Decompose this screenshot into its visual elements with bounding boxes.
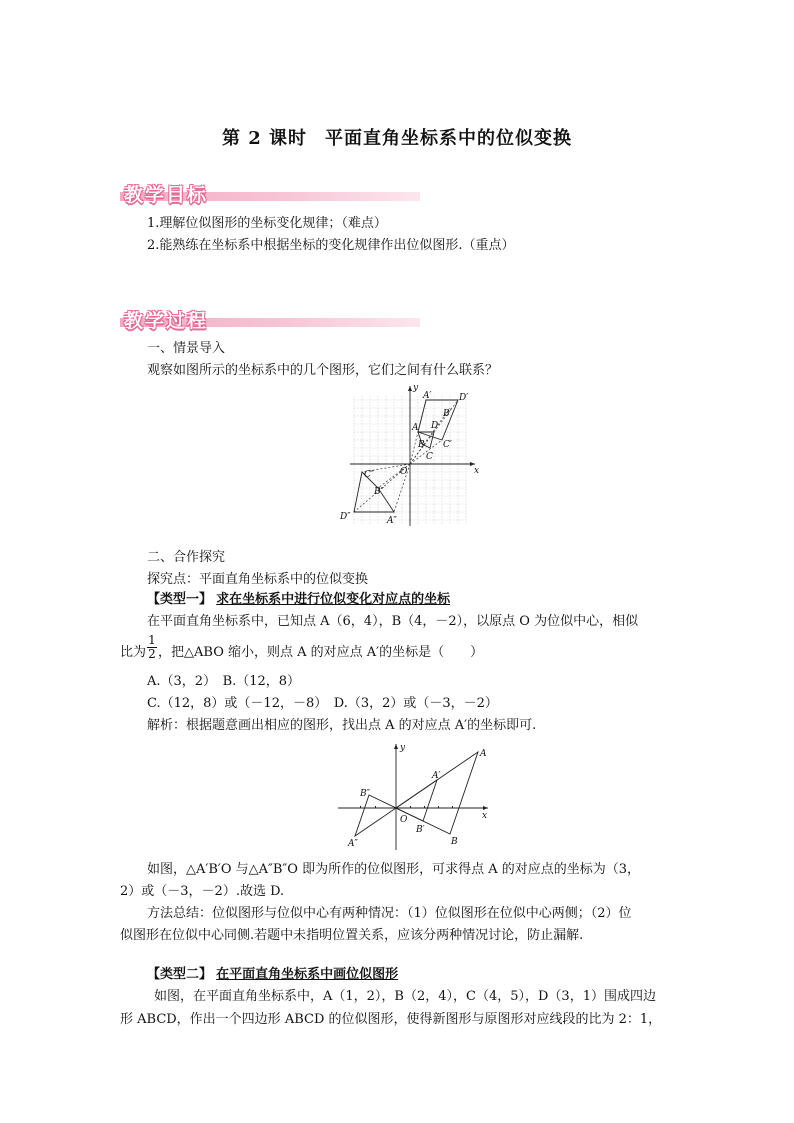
figure-2-homothety xyxy=(330,740,500,855)
page-title xyxy=(0,124,794,150)
question2-line1: 如图，在平面直角坐标系中，A（1，2），B（2，4），C（4，5），D（3，1）围成四边 xyxy=(154,989,656,1004)
lesson-topic: 平面直角坐标系中的位似变换 xyxy=(325,128,573,149)
fig1-label-D: D xyxy=(431,421,439,431)
question1-line1: 在平面直角坐标系中，已知点 A（6，4），B（4，－2），以原点 O 为位似中心，相似 xyxy=(147,614,639,629)
type2-tag: 【类型二】 xyxy=(147,967,213,982)
ratio-fraction xyxy=(147,634,157,661)
question1-line2-rest: ，把△ABO 缩小，则点 A 的对应点 A′的坐标是（ ） xyxy=(158,645,484,660)
fig1-label-C: C xyxy=(426,452,433,462)
objectives-banner xyxy=(120,180,420,206)
triangle-A2B2O xyxy=(355,795,396,836)
answer-line-1: 如图，△A′B′O 与△A″B″O 即为所作的位似图形，可求得点 A 的对应点的坐标为（3， xyxy=(147,862,640,877)
section1-text: 观察如图所示的坐标系中的几个图形，它们之间有什么联系？ xyxy=(147,363,499,378)
objective-1: 1.理解位似图形的坐标变化规律；（难点） xyxy=(147,216,387,231)
exploration-point: 探究点：平面直角坐标系中的位似变换 xyxy=(147,572,369,587)
section1-title: 一、情景导入 xyxy=(147,341,226,356)
fig1-label-D1: D′ xyxy=(459,393,469,403)
fig1-label-A1: A′ xyxy=(423,391,432,401)
fig2-label-B2: B″ xyxy=(360,789,370,799)
lesson-number: 第 2 课时 xyxy=(221,128,308,149)
fig2-label-A2: A″ xyxy=(348,839,358,849)
fig1-label-B: B xyxy=(418,440,425,450)
fig1-label-y: y xyxy=(413,383,419,393)
fig1-label-B2: B″ xyxy=(374,487,384,497)
options-row-1: A.（3，2） B.（12，8） xyxy=(147,674,301,689)
x-axis-arrow xyxy=(483,806,488,810)
fraction-numerator: 1 xyxy=(148,633,156,647)
process-banner xyxy=(120,306,420,332)
method-summary-line-2: 似图形在位似中心同侧.若题中未指明位置关系，应该分两种情况讨论，防止漏解. xyxy=(120,928,584,943)
fig1-label-D2: D″ xyxy=(340,512,351,522)
question1-line2 xyxy=(120,643,483,663)
method-summary-line-1: 方法总结：位似图形与位似中心有两种情况：（1）位似图形在位似中心两侧；（2）位 xyxy=(147,906,632,921)
fig1-label-B1: B′ xyxy=(443,409,452,419)
fig2-label-A1: A′ xyxy=(432,771,441,781)
options-row-2: C.（12，8）或（－12，－8） D.（3，2）或（－3，－2） xyxy=(147,696,498,711)
fig1-label-x: x xyxy=(474,466,480,476)
large-quad-upper xyxy=(418,400,458,440)
fig2-label-A: A xyxy=(480,749,487,759)
fig1-label-A2: A″ xyxy=(387,516,397,526)
analysis-text: 解析：根据题意画出相应的图形，找出点 A 的对应点 A′的坐标即可. xyxy=(147,718,537,733)
objective-2: 2.能熟练在坐标系中根据坐标的变化规律作出位似图形.（重点） xyxy=(147,238,515,253)
figure-1-homothety-grid xyxy=(330,378,490,528)
fraction-denominator: 2 xyxy=(148,647,156,661)
fig1-label-A: A xyxy=(412,423,419,433)
question1-ratio-label: 比为 xyxy=(120,645,147,660)
type2-title: 在平面直角坐标系中画位似图形 xyxy=(216,967,399,982)
fig2-label-x: x xyxy=(482,811,488,821)
y-axis-arrow xyxy=(408,386,412,391)
y-axis-arrow xyxy=(394,744,398,749)
type1-tag: 【类型一】 xyxy=(147,592,213,607)
fig1-label-C2: C″ xyxy=(364,470,375,480)
fig2-label-O: O xyxy=(400,815,408,825)
fig2-label-y: y xyxy=(400,743,406,753)
type2-header xyxy=(147,965,398,985)
type1-header xyxy=(147,590,450,610)
answer-line-2: 2）或（－3，－2）.故选 D. xyxy=(120,884,285,899)
section2-title: 二、合作探究 xyxy=(147,550,226,565)
question2-line2: 形 ABCD，作出一个四边形 ABCD 的位似图形，使得新图形与原图形对应线段的比为 2：1， xyxy=(120,1012,662,1027)
fig2-label-B: B xyxy=(451,837,458,847)
fig1-label-C1: C′ xyxy=(443,440,452,450)
objectives-heading: 教学目标 xyxy=(124,184,209,206)
fig1-label-O: O xyxy=(400,467,408,477)
fig2-label-B1: B′ xyxy=(416,825,425,835)
type1-title: 求在坐标系中进行位似变化对应点的坐标 xyxy=(216,592,451,607)
process-heading: 教学过程 xyxy=(124,310,209,332)
triangle-ABO xyxy=(396,752,478,834)
